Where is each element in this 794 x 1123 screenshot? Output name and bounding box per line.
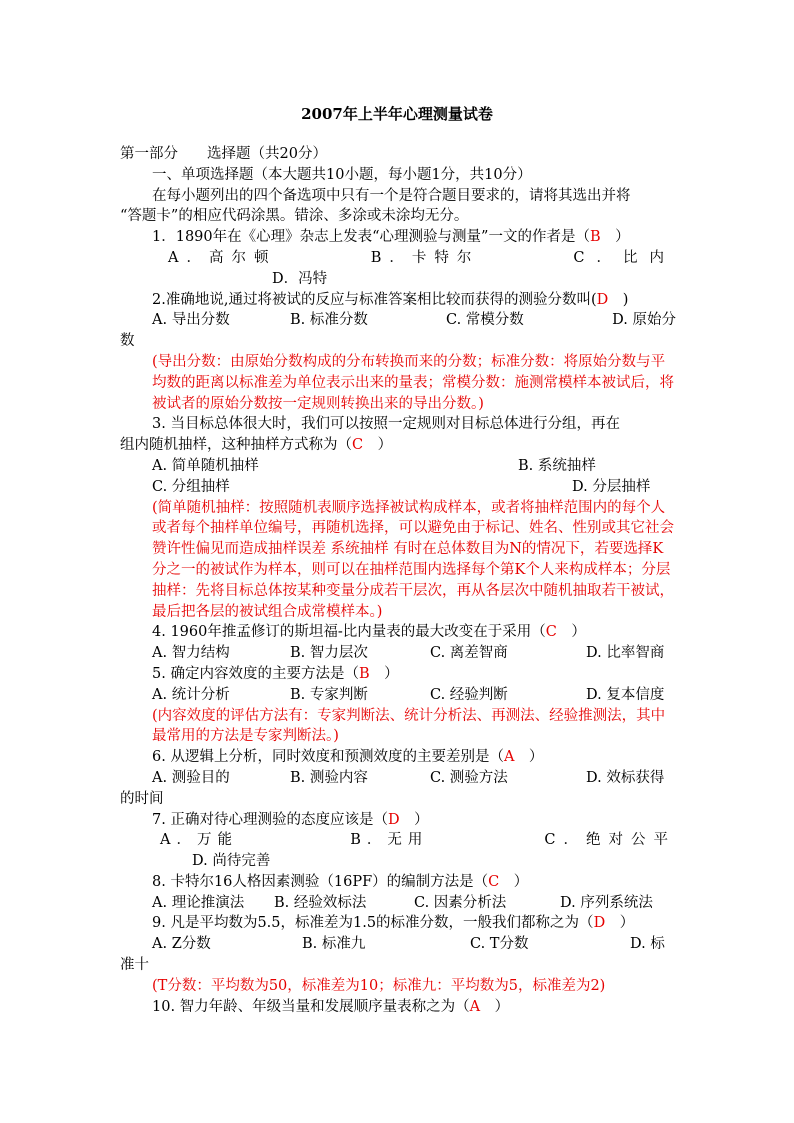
question-8: 8. 卡特尔16人格因素测验（16PF）的编制方法是（C ） [152,873,529,890]
instruction-line: 在每小题列出的四个备选项中只有一个是符合题目要求的，请将其选出并将 [152,187,631,204]
option-a: A. 智力结构 [152,645,230,662]
option-c: C. 分组抽样 [152,478,230,495]
option-d: D. 尚待完善 [192,853,271,870]
options-row [120,248,676,269]
question-10: 10. 智力年龄、年级当量和发展顺序量表称之为（A ） [152,998,510,1015]
option-b: B. 专家判断 [290,686,368,703]
option-b: B. 智力层次 [290,645,368,662]
answer-mark: D [596,291,609,308]
options-row [120,310,676,331]
explanation-note: (内容效度的评估方法有：专家判断法、统计分析法、再测法、经验推测法，其中最常用的方法是专家判断法。) [152,707,666,745]
option-c: C. 测验方法 [430,769,508,786]
section-heading: 一、单项选择题（本大题共10小题，每小题1分，共10分） [152,166,532,183]
page-title: 2007年上半年心理测量试卷 [301,105,493,123]
option-a: A. Z分数 [152,936,211,953]
part-heading: 第一部分 选择题（共20分） [120,146,327,162]
option-b: B. 经验效标法 [274,894,367,911]
option-c: C. 因素分析法 [414,894,507,911]
option-d: D. 序列系统法 [560,894,653,911]
options-row [120,768,676,789]
question-3: 3. 当目标总体很大时，我们可以按照一定规则对目标总体进行分组，再在 [152,416,620,433]
option-c: C. 常模分数 [446,312,524,329]
option-d-continued: 准十 [120,957,149,974]
option-c: C. 经验判断 [430,686,508,703]
option-c: C. T分数 [470,936,529,953]
answer-mark: A [503,749,515,766]
question-1: 1．1890年在《心理》杂志上发表“心理测验与测量”一文的作者是（B ） [152,229,630,246]
answer-mark: D [387,811,400,828]
option-b: B. 测验内容 [290,769,368,786]
option-a: A. 简单随机抽样 [152,457,259,474]
option-c: C．比内 [573,249,676,266]
answer-mark: C [488,873,500,890]
options-row [120,685,676,706]
options-row [120,893,676,914]
option-d-continued: 的时间 [120,790,164,807]
option-d: D．冯特 [272,270,328,287]
option-a: A．万能 [160,832,238,849]
answer-mark: B [358,665,370,682]
option-b: B. 系统抽样 [518,457,596,474]
question-4: 4. 1960年推孟修订的斯坦福-比内量表的最大改变在于采用（C ） [152,624,586,641]
explanation-note: (导出分数：由原始分数构成的分布转换而来的分数；标准分数：将原始分数与平均数的距离以标准差为单位表示出来的量表；常模分数：施测常模样本被试后，将被试者的原始分数按一定规则转换出来的导出分数。) [152,353,674,412]
document-body [120,144,676,1017]
instruction-line: “答题卡”的相应代码涂黑。错涂、多涂或未涂均无分。 [120,208,469,225]
options-row [120,477,676,498]
answer-mark: A [469,998,481,1015]
option-b: B．卡特尔 [370,249,480,266]
options-row [120,934,676,955]
option-a: A. 测验目的 [152,769,230,786]
explanation-note: (T分数：平均数为50，标准差为10；标准九：平均数为5，标准差为2) [152,977,606,994]
option-d: D. 原始分 [612,312,676,329]
answer-mark: C [545,624,557,641]
option-d: D. 标 [630,936,665,953]
option-d-continued: 数 [120,333,135,350]
option-a: A. 统计分析 [152,686,230,703]
option-b: B. 标准九 [302,936,366,953]
option-c: C．绝对公平 [544,832,676,849]
question-6: 6. 从逻辑上分析，同时效度和预测效度的主要差别是（A ） [152,749,544,766]
answer-mark: B [589,229,601,246]
option-d: D. 效标获得 [586,769,665,786]
options-row [120,830,676,851]
options-row [120,456,676,477]
option-a: A. 导出分数 [152,312,230,329]
question-9: 9. 凡是平均数为5.5，标准差为1.5的标准分数，一般我们都称之为（D ） [152,915,635,932]
option-d: D. 分层抽样 [572,478,651,495]
option-c: C. 离差智商 [430,645,508,662]
option-b: B. 标准分数 [290,312,368,329]
answer-mark: D [593,915,606,932]
option-a: A. 理论推演法 [152,894,245,911]
option-b: B．无用 [350,832,429,849]
options-row [120,643,676,664]
answer-mark: C [352,437,364,454]
question-3-continued: 组内随机抽样，这种抽样方式称为（C ） [120,437,393,454]
question-7: 7. 正确对待心理测验的态度应该是（D ） [152,811,429,828]
question-5: 5. 确定内容效度的主要方法是（B ） [152,665,399,682]
option-a: A．高尔顿 [168,249,277,266]
question-2: 2.准确地说,通过将被试的反应与标准答案相比较而获得的测验分数叫(D ) [152,291,629,308]
explanation-note: (简单随机抽样：按照随机表顺序选择被试构成样本，或者将抽样范围内的每个人或者每个抽样单位编号，再随机选择，可以避免由于标记、姓名、性别或其它社会赞许性偏见而造成抽样误差 系统抽样 有时在总体数目为N的情况下，若要选择K分之一的被试作为样本，则可以在抽样范围内选择每个第K个人来构成样本；分层抽样：先将目标总体按某种变量分成若干层次，再从各层次中随机抽取若干被试，最后把各层的被试组合成常模样本。) [152,499,674,620]
option-d: D. 比率智商 [586,645,665,662]
option-d: D. 复本信度 [586,686,665,703]
